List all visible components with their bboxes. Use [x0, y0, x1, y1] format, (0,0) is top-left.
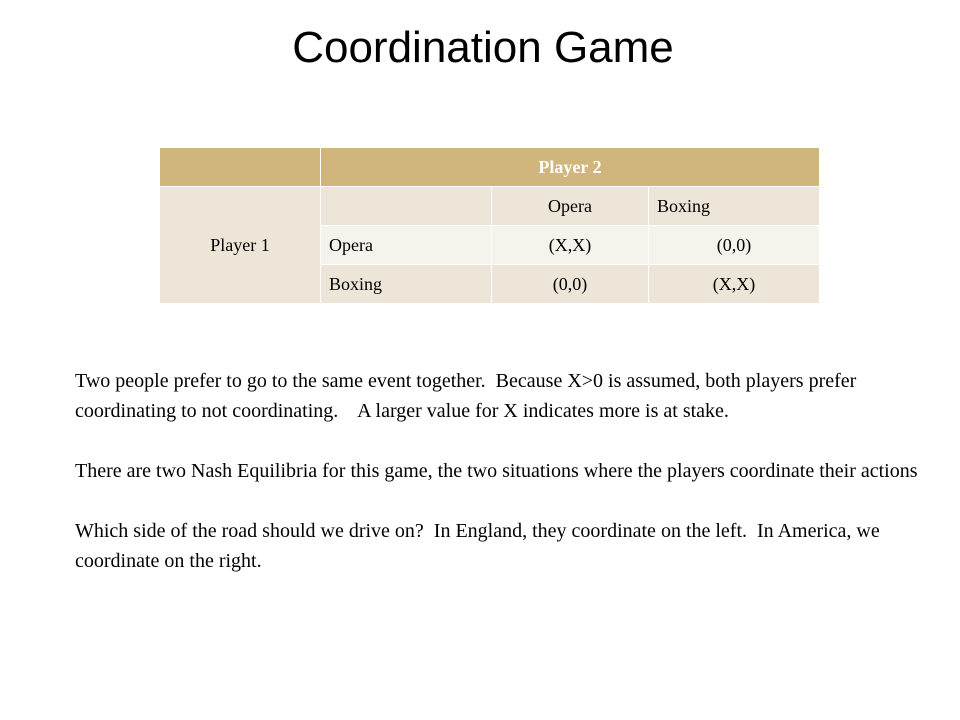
paragraph: There are two Nash Equilibria for this game, the two situations where the players coordinate their actions [75, 460, 918, 482]
payoff-matrix [159, 147, 820, 304]
row-label-boxing: Boxing [321, 265, 492, 304]
column-label-opera: Opera [492, 187, 649, 226]
column-label-boxing: Boxing [649, 187, 820, 226]
player-2-header: Player 2 [321, 148, 820, 187]
paragraph: Two people prefer to go to the same event together. Because X>0 is assumed, both players prefer coordinating to not coordinating. A larger value for X indicates more is at stake. [75, 370, 862, 422]
payoff-cell: (0,0) [649, 226, 820, 265]
slide-title: Coordination Game [292, 23, 674, 72]
row-label-opera: Opera [321, 226, 492, 265]
corner-blank-cell [321, 187, 492, 226]
paragraph: Which side of the road should we drive on? In England, they coordinate on the left. In America, we coordinate on the right. [75, 520, 885, 572]
payoff-cell: (X,X) [492, 226, 649, 265]
column-labels-row [160, 187, 820, 226]
header-row [160, 148, 820, 187]
payoff-cell: (X,X) [649, 265, 820, 304]
player-1-label: Player 1 [160, 187, 321, 304]
payoff-cell: (0,0) [492, 265, 649, 304]
body-text [75, 366, 925, 606]
header-corner-cell [160, 148, 321, 187]
